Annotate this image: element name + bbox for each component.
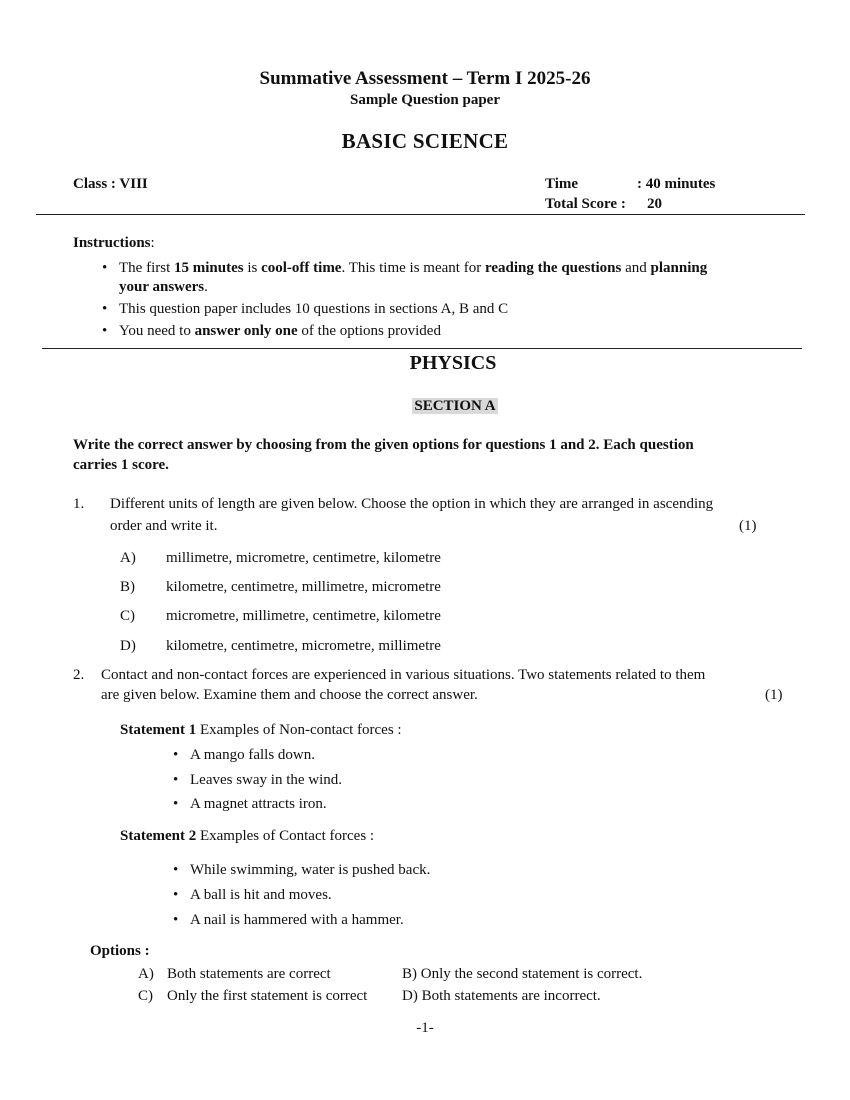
paper-subtitle: Sample Question paper xyxy=(349,92,500,108)
class-label: Class : VIII xyxy=(73,176,148,192)
q1-option-c-text: micrometre, millimetre, centimetre, kilometre xyxy=(166,608,441,624)
section-directions-line2: carries 1 score. xyxy=(73,457,169,473)
statement-2-item-2: • A ball is hit and moves. xyxy=(190,885,332,905)
q1-option-c-label: C) xyxy=(120,608,135,624)
section-directions-line1: Write the correct answer by choosing from the given options for questions 1 and 2. Each question xyxy=(73,437,694,453)
page-number: -1- xyxy=(416,1020,434,1036)
statement-1-item-3: • A magnet attracts iron. xyxy=(190,794,327,814)
statement-1-item-1: • A mango falls down. xyxy=(190,745,315,765)
q1-option-a-text: millimetre, micrometre, centimetre, kilometre xyxy=(166,550,441,566)
section-a-heading: SECTION A xyxy=(414,398,496,414)
q1-number: 1. xyxy=(73,496,85,512)
statement-2-item-3: • A nail is hammered with a hammer. xyxy=(190,910,404,930)
q2-score: (1) xyxy=(765,687,783,703)
q1-text-line2: order and write it. xyxy=(110,518,218,534)
q1-option-d-label: D) xyxy=(120,638,136,654)
total-score-label: Total Score : xyxy=(545,196,626,212)
q2-option-a-label: A) xyxy=(138,966,154,982)
q1-option-a-label: A) xyxy=(120,550,136,566)
instruction-item-1-cont: your answers. xyxy=(119,279,208,295)
statement-2-heading: Statement 2 Examples of Contact forces : xyxy=(120,828,375,844)
q2-option-b: B) Only the second statement is correct. xyxy=(402,966,643,982)
statement-2-item-1: • While swimming, water is pushed back. xyxy=(190,860,430,880)
q2-number: 2. xyxy=(73,667,85,683)
physics-heading: PHYSICS xyxy=(409,352,497,374)
subject-title: BASIC SCIENCE xyxy=(341,129,509,153)
q2-option-a-text: Both statements are correct xyxy=(167,966,331,982)
q1-option-b-text: kilometre, centimetre, millimetre, micrometre xyxy=(166,579,441,595)
total-score-value: 20 xyxy=(647,196,662,212)
q1-score: (1) xyxy=(739,518,757,534)
instructions-divider xyxy=(42,348,802,349)
instruction-item-2: • This question paper includes 10 questions in sections A, B and C xyxy=(119,299,508,319)
exam-title: Summative Assessment – Term I 2025-26 xyxy=(259,68,591,89)
statement-1-item-2: • Leaves sway in the wind. xyxy=(190,770,342,790)
time-label: Time xyxy=(545,176,579,192)
q2-option-c-label: C) xyxy=(138,988,153,1004)
q1-text-line1: Different units of length are given below. Choose the option in which they are arranged in ascending xyxy=(110,496,714,512)
q2-text-line1: Contact and non-contact forces are experienced in various situations. Two statements related to them xyxy=(101,667,706,683)
q2-option-d: D) Both statements are incorrect. xyxy=(402,988,601,1004)
options-heading: Options : xyxy=(90,943,150,959)
instruction-item-1: • The first 15 minutes is cool-off time. This time is meant for reading the questions and planning xyxy=(119,258,799,278)
instruction-item-3: • You need to answer only one of the options provided xyxy=(119,321,441,341)
instructions-heading: Instructions: xyxy=(73,235,155,251)
statement-1-heading: Statement 1 Examples of Non-contact forces : xyxy=(120,722,402,738)
q2-text-line2: are given below. Examine them and choose the correct answer. xyxy=(101,687,478,703)
q1-option-b-label: B) xyxy=(120,579,135,595)
header-divider xyxy=(36,214,805,215)
time-value: : 40 minutes xyxy=(637,176,716,192)
q2-option-c-text: Only the first statement is correct xyxy=(167,988,368,1004)
q1-option-d-text: kilometre, centimetre, micrometre, millimetre xyxy=(166,638,441,654)
